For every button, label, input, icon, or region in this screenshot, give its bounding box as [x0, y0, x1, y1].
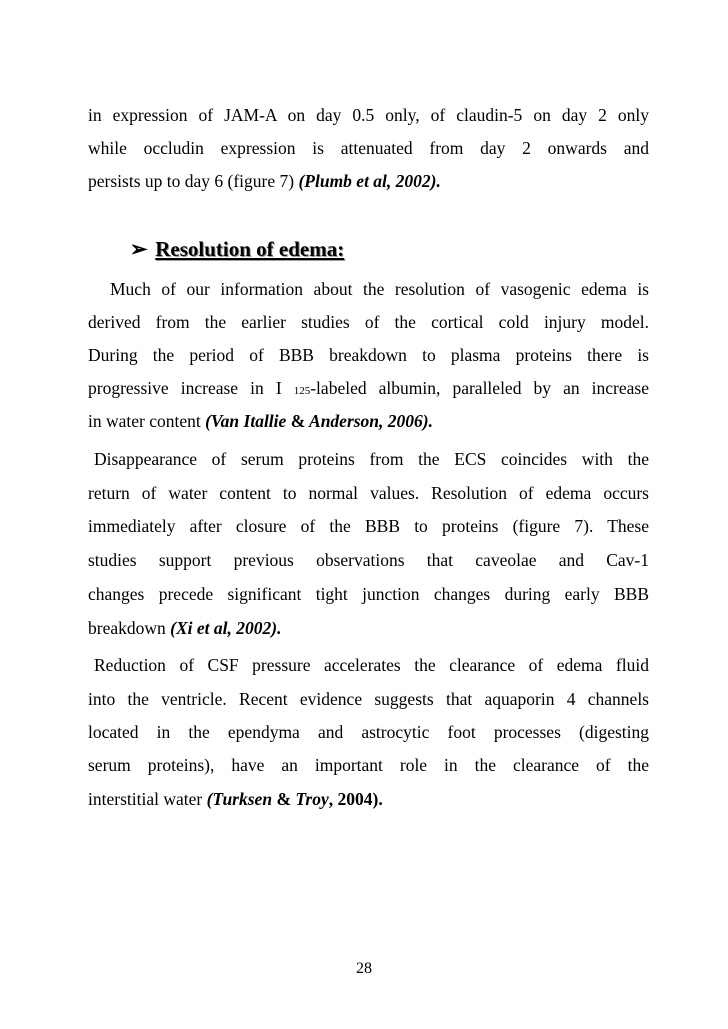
- citation-part: (Turksen: [206, 789, 273, 809]
- section-heading-text: Resolution of edema:: [155, 237, 345, 261]
- paragraph-4-line-3: located in the ependyma and astrocytic foot processes (digesting: [88, 722, 649, 742]
- paragraph-1-line-3: [88, 170, 649, 192]
- text: -labeled albumin, paralleled by an increase: [310, 378, 650, 398]
- paragraph-3-line-6: [88, 617, 649, 639]
- citation-part: Anderson, 2006): [309, 411, 429, 431]
- citation: (Xi et al, 2002): [170, 618, 278, 638]
- citation: [207, 789, 383, 809]
- citation-part: (Van Italli: [205, 411, 279, 431]
- paragraph-2-line-4: [88, 377, 649, 399]
- paragraph-3-line-2: return of water content to normal values. Resolution of edema occurs: [88, 483, 649, 503]
- paragraph-2-line-2: derived from the earlier studies of the cortical cold injury model.: [88, 312, 649, 332]
- citation: [205, 411, 429, 431]
- isotope-number: 125: [293, 385, 311, 397]
- paragraph-4-line-4: serum proteins), have an important role in the clearance of the: [88, 755, 649, 775]
- paragraph-1-line-1: in expression of JAM-A on day 0.5 only, of claudin-5 on day 2 only: [88, 105, 649, 125]
- citation-part: , 2004).: [328, 789, 383, 809]
- paragraph-2-line-5: [88, 410, 649, 432]
- text: breakdown: [88, 618, 166, 638]
- paragraph-2-line-1: Much of our information about the resolution of vasogenic edema is: [110, 279, 649, 299]
- paragraph-2-line-3: During the period of BBB breakdown to plasma proteins there is: [88, 345, 649, 365]
- citation-period: .: [436, 171, 441, 191]
- paragraph-3-line-3: immediately after closure of the BBB to proteins (figure 7). These: [88, 516, 649, 536]
- text: persists up to day 6 (figure 7): [88, 171, 295, 191]
- citation-period: .: [428, 411, 433, 431]
- ampersand: &: [290, 411, 306, 431]
- citation-part: Troy: [295, 789, 329, 809]
- text: progressive increase in I: [88, 378, 282, 398]
- paragraph-3-line-5: changes precede significant tight junction changes during early BBB: [88, 584, 649, 604]
- text: interstitial water: [88, 789, 203, 809]
- section-heading: [130, 236, 344, 262]
- text: in water content: [88, 411, 201, 431]
- page-number: 28: [356, 960, 372, 977]
- paragraph-3-line-1: Disappearance of serum proteins from the ECS coincides with the: [94, 449, 649, 469]
- citation-period: .: [277, 618, 282, 638]
- paragraph-4-line-1: Reduction of CSF pressure accelerates the clearance of edema fluid: [94, 655, 649, 675]
- citation-part: e: [278, 411, 287, 431]
- paragraph-3-line-4: studies support previous observations that caveolae and Cav-1: [88, 550, 649, 570]
- paragraph-4-line-5: [88, 788, 649, 810]
- paragraph-1-line-2: while occludin expression is attenuated from day 2 onwards and: [88, 138, 649, 158]
- ampersand: &: [276, 789, 292, 809]
- citation: (Plumb et al, 2002): [298, 171, 437, 191]
- arrow-bullet-icon: ➢: [130, 237, 148, 261]
- paragraph-4-line-2: into the ventricle. Recent evidence suggests that aquaporin 4 channels: [88, 689, 649, 709]
